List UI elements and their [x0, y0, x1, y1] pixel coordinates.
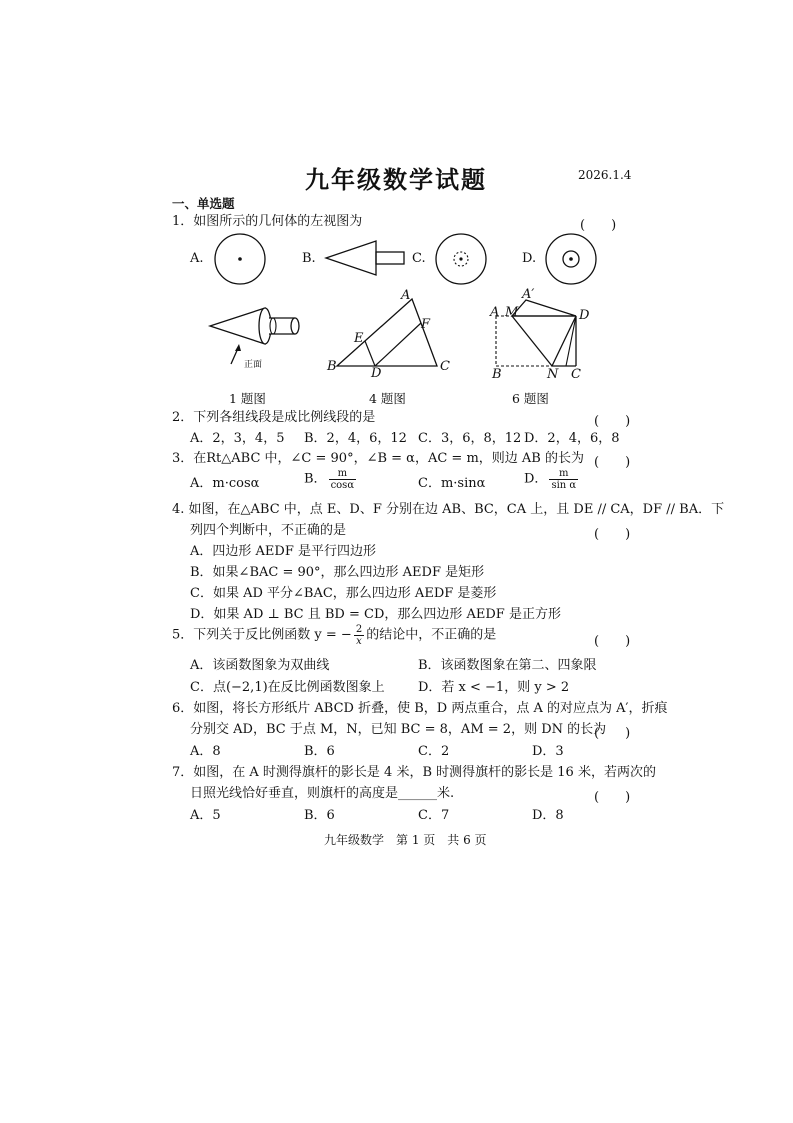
- option-b-label: B.: [302, 251, 316, 266]
- figure-1-caption: 1 题图: [229, 391, 266, 406]
- question-5-option-a: A．该函数图象为双曲线: [190, 658, 330, 673]
- fraction-numerator: m: [329, 468, 357, 480]
- question-6-option-c: C．2: [418, 744, 450, 759]
- option-d-fraction: [549, 468, 578, 491]
- figure-4-caption: 4 题图: [369, 391, 406, 406]
- question-7-stem-line1: 7．如图，在 A 时测得旗杆的影长是 4 米，B 时测得旗杆的影长是 16 米，若两次的: [172, 765, 656, 780]
- question-6-answer-blank: ( ): [594, 726, 631, 741]
- exam-date: 2026.1.4: [578, 168, 632, 182]
- question-5-stem-pre: 5．下列关于反比例函数 y = −: [172, 627, 352, 643]
- question-2-option-b: B．2，4，6，12: [304, 431, 407, 446]
- fig4-label-c: C: [440, 359, 450, 374]
- question-4-answer-blank: ( ): [594, 527, 631, 542]
- fig4-label-a: A: [401, 288, 411, 303]
- option-b-label: B．: [304, 471, 327, 487]
- fraction-denominator: x: [356, 636, 362, 647]
- front-view-label: 正面: [244, 360, 263, 370]
- option-d-view-circle-solid: [544, 232, 598, 286]
- fig6-label-m: M: [505, 305, 519, 320]
- question-2-stem: 2．下列各组线段是成比例线段的是: [172, 410, 376, 425]
- section-heading: 一、单选题: [172, 196, 235, 211]
- question-7-answer-blank: ( ): [594, 790, 631, 805]
- question-6-option-b: B．6: [304, 744, 335, 759]
- question-5-stem-post: 的结论中，不正确的是: [366, 627, 497, 643]
- question-7-option-a: A．5: [190, 808, 221, 823]
- fraction-numerator: m: [549, 468, 578, 480]
- question-2-answer-blank: ( ): [594, 414, 631, 429]
- question-3-option-d: [524, 468, 580, 491]
- question-6-stem-line2: 分别交 AD，BC 于点 M，N，已知 BC = 8，AM = 2，则 DN 的长为: [190, 722, 607, 737]
- fraction-denominator: cosα: [330, 480, 355, 491]
- question-5-option-d: D．若 x < −1，则 y > 2: [418, 680, 570, 695]
- option-d-label: D．: [524, 471, 548, 487]
- page-footer: 九年级数学 第 1 页 共 6 页: [324, 833, 487, 847]
- fig6-label-n: N: [547, 367, 559, 382]
- figure-4-triangle: [325, 287, 455, 377]
- option-d-label: D.: [522, 251, 537, 266]
- question-6-option-d: D．3: [532, 744, 564, 759]
- question-7-option-b: B．6: [304, 808, 335, 823]
- fraction-denominator: sin α: [551, 480, 577, 491]
- fig4-label-e: E: [354, 331, 364, 346]
- question-2-option-d: D．2，4，6，8: [524, 431, 620, 446]
- fraction-numerator: 2: [355, 624, 363, 635]
- question-4-stem-line2: 列四个判断中，不正确的是: [190, 523, 347, 538]
- question-5-answer-blank: ( ): [594, 634, 631, 649]
- question-6-option-a: A．8: [190, 744, 221, 759]
- question-5-option-b: B．该函数图象在第二、四象限: [418, 658, 597, 673]
- option-a-view-circle-dot: [213, 232, 267, 286]
- fig4-label-d: D: [371, 366, 382, 381]
- fig6-label-b: B: [492, 367, 502, 382]
- page-title: 九年级数学试题: [305, 166, 487, 194]
- fig4-label-b: B: [327, 359, 337, 374]
- figure-6-caption: 6 题图: [512, 391, 549, 406]
- question-5-option-c: C．点(−2,1)在反比例函数图象上: [190, 680, 385, 695]
- question-3-stem: 3．在Rt△ABC 中，∠C = 90°，∠B = α，AC = m，则边 AB 的长为: [172, 451, 584, 466]
- question-6-stem-line1: 6．如图，将长方形纸片 ABCD 折叠，使 B，D 两点重合，点 A 的对应点为 A′，折痕: [172, 701, 668, 716]
- question-4-option-d: D．如果 AD ⊥ BC 且 BD = CD，那么四边形 AEDF 是正方形: [190, 607, 561, 622]
- question-1-answer-blank: ( ): [580, 218, 617, 233]
- question-7-option-c: C．7: [418, 808, 450, 823]
- option-b-fraction: [329, 468, 357, 491]
- question-4-option-c: C．如果 AD 平分∠BAC，那么四边形 AEDF 是菱形: [190, 586, 497, 601]
- question-2-option-a: A．2，3，4，5: [190, 431, 285, 446]
- question-1-stem: 1．如图所示的几何体的左视图为: [172, 214, 363, 229]
- question-5-stem: [172, 624, 496, 647]
- fig6-label-a-prime: A′: [522, 287, 535, 302]
- question-7-stem-line2: 日照光线恰好垂直，则旗杆的高度是______米.: [190, 786, 455, 801]
- option-b-view-triangle-rect: [324, 238, 408, 278]
- question-3-option-a: A．m·cosα: [190, 476, 260, 491]
- option-c-label: C.: [412, 251, 426, 266]
- fig4-label-f: F: [421, 317, 431, 332]
- option-a-label: A.: [190, 251, 204, 266]
- question-4-stem-line1: 4. 如图，在△ABC 中，点 E、D、F 分别在边 AB、BC，CA 上，且 DE // CA，DF // BA．下: [172, 502, 725, 517]
- question-7-option-d: D．8: [532, 808, 564, 823]
- question-5-fraction: [354, 624, 364, 647]
- question-4-option-a: A．四边形 AEDF 是平行四边形: [190, 544, 376, 559]
- question-2-option-c: C．3，6，8，12: [418, 431, 522, 446]
- fig6-label-d: D: [579, 308, 590, 323]
- question-3-option-c: C．m·sinα: [418, 476, 486, 491]
- option-c-view-circle-dashed: [434, 232, 488, 286]
- question-3-option-b: [304, 468, 358, 491]
- fig6-label-a: A: [490, 305, 500, 320]
- question-3-answer-blank: ( ): [594, 455, 631, 470]
- question-4-option-b: B．如果∠BAC = 90°，那么四边形 AEDF 是矩形: [190, 565, 485, 580]
- figure-6-folded-rectangle: [488, 292, 588, 374]
- fig6-label-c: C: [571, 367, 581, 382]
